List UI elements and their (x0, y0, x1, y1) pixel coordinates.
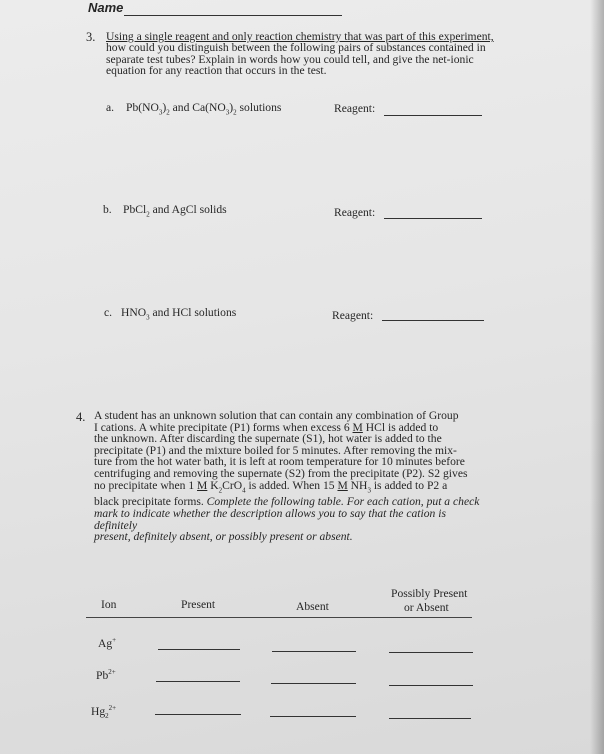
table-row-ion-pb: $Pb^{2+}$ (96, 668, 116, 682)
question-3-line-2: how could you distinguish between the following pairs of substances contained in (106, 41, 486, 55)
question-4-line-9: mark to indicate whether the description allows you to say that the cation is definitely (94, 507, 446, 532)
part-a-reagent-label: Reagent: (334, 102, 376, 115)
question-4-line-6: centrifuging and removing the supernate (S2) from the precipitate (P2). S2 gives (94, 466, 468, 480)
question-3-line-3: separate test tubes? Explain in words how you could tell, and give the net-ionic (106, 52, 474, 66)
question-3-text (106, 31, 498, 77)
page-edge-shadow (590, 0, 604, 754)
table-row-ion-ag: Ag+ (98, 636, 117, 650)
question-4-line-4: precipitate (P1) and the mixture boiled for 5 minutes. After removing the mix- (94, 443, 457, 457)
question-4-line-2: I cations. A white precipitate (P1) forms when excess 6 M HCl is added to (94, 420, 439, 434)
question-4-line-5: ture from the hot water bath, it is left at room temperature for 10 minutes before (94, 455, 465, 469)
question-4-line-10: present, definitely absent, or possibly present or absent. (94, 530, 353, 544)
ag-possibly-blank[interactable] (389, 652, 473, 653)
pb-present-blank[interactable] (156, 681, 240, 682)
question-4-number: 4. (76, 410, 86, 424)
pb-possibly-blank[interactable] (389, 685, 473, 686)
hg-possibly-blank[interactable] (389, 718, 471, 719)
hg-absent-blank[interactable] (270, 716, 356, 717)
table-header-rule (86, 617, 472, 618)
part-a-reagent-blank[interactable] (384, 115, 482, 116)
pb-absent-blank[interactable] (271, 683, 356, 684)
table-header-absent: Absent (296, 600, 329, 613)
part-c-letter: c. (104, 306, 113, 319)
part-c-text: $HNO_3$ and HCl solutions (121, 306, 237, 322)
part-a-letter: a. (106, 101, 115, 114)
table-header-possibly-line-1: Possibly Present (391, 587, 468, 600)
part-b-reagent-blank[interactable] (384, 218, 482, 219)
question-3-number: 3. (86, 30, 96, 44)
table-header-present: Present (181, 598, 216, 611)
part-c-reagent-label: Reagent: (332, 309, 374, 322)
question-3-line-1: Using a single reagent and only reaction chemistry that was part of this experiment, (106, 30, 494, 43)
ag-absent-blank[interactable] (272, 651, 356, 652)
table-row-ion-hg: $Hg_2^{2+}$ (91, 704, 117, 721)
part-b-text: PbCl$_2$ and AgCl solids (123, 203, 227, 219)
part-a-text: $Pb(NO_3)_2$ and $Ca(NO_3)_2$ solutions (126, 101, 282, 117)
question-4-line-3: the unknown. After discarding the supernate (S1), hot water is added to the (94, 432, 442, 446)
part-b-letter: b. (103, 203, 112, 216)
hg-present-blank[interactable] (155, 714, 241, 715)
name-label: Name (88, 0, 124, 15)
question-4-line-8: black precipitate forms. Complete the following table. For each cation, put a check (94, 495, 480, 509)
table-header-ion: Ion (101, 598, 117, 611)
question-4-text (94, 410, 489, 543)
question-4-line-7: no precipitate when 1 M $K_2CrO_4$ is added. When 15 M $NH_3$ is added to P2 a (94, 478, 448, 494)
part-c-reagent-blank[interactable] (382, 320, 484, 321)
ag-present-blank[interactable] (158, 649, 240, 650)
name-blank[interactable] (124, 15, 342, 16)
table-header-possibly-line-2: or Absent (404, 601, 449, 614)
part-b-reagent-label: Reagent: (334, 206, 376, 219)
question-3-line-4: equation for any reaction that occurs in the test. (106, 64, 327, 78)
question-4-line-1: A student has an unknown solution that can contain any combination of Group (94, 409, 459, 422)
